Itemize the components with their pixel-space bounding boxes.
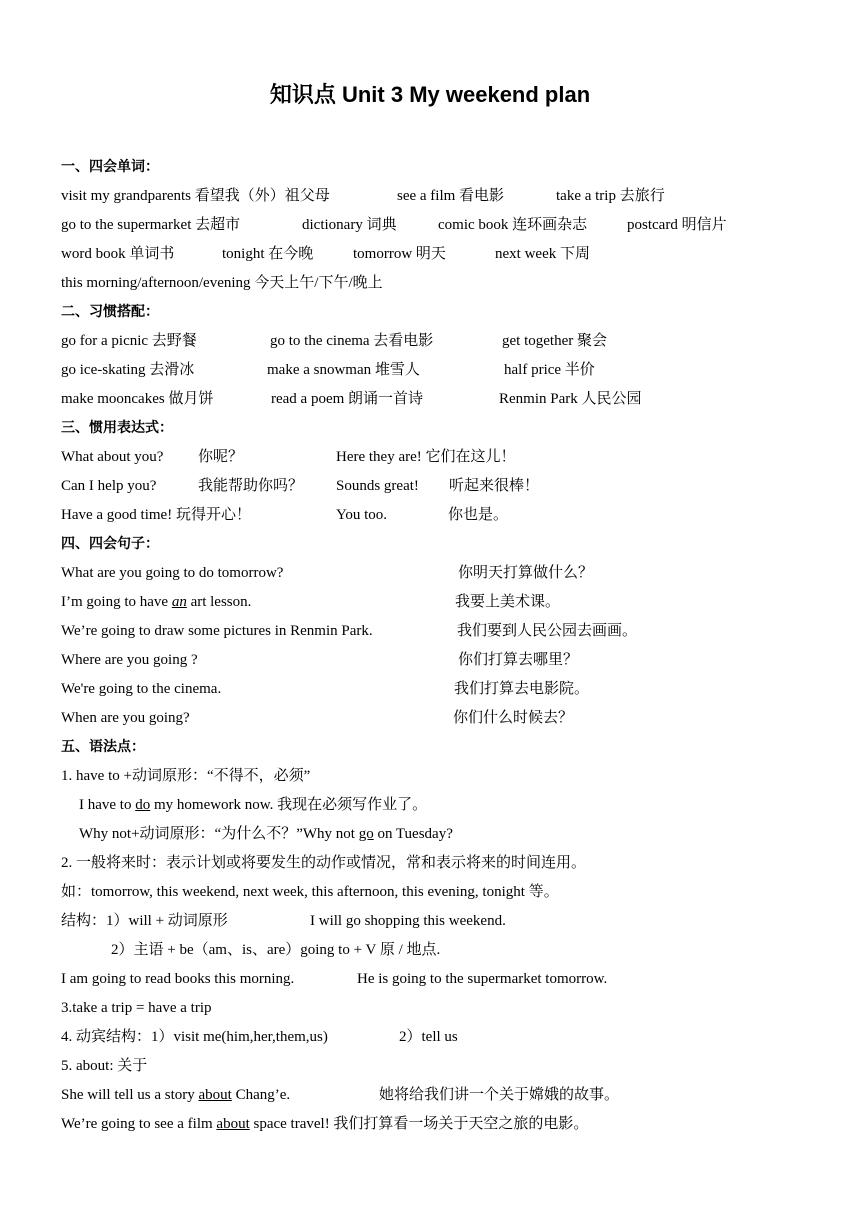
phrase-item: go ice-skating 去滑冰 <box>61 362 195 378</box>
phrase-item: half price 半价 <box>504 362 595 378</box>
expression-row <box>61 472 841 501</box>
phrase-item: make a snowman 堆雪人 <box>267 362 420 378</box>
expression-row <box>61 501 841 530</box>
underlined-word: about <box>198 1087 232 1103</box>
sentence-en: I’m going to have an art lesson. <box>61 594 252 610</box>
expression-item: Here they are! 它们在这儿！ <box>336 449 516 465</box>
sentence-zh: 我要上美术课。 <box>455 594 561 610</box>
grammar-point: 3.take a trip = have a trip <box>61 1000 212 1016</box>
document-body <box>61 153 841 1139</box>
sentence-row <box>61 646 841 675</box>
phrase-item: make mooncakes 做月饼 <box>61 391 214 407</box>
vocab-item: see a film 看电影 <box>397 188 505 204</box>
underlined-word: do <box>135 797 151 813</box>
sentence-row <box>61 559 841 588</box>
sentence-zh: 你们打算去哪里？ <box>458 652 579 668</box>
expression-item: Have a good time! 玩得开心！ <box>61 507 251 523</box>
grammar-example: I am going to read books this morning. He is going to the supermarket tomorrow. <box>61 971 608 987</box>
underlined-word: about <box>216 1116 250 1132</box>
expression-item: 听起来很棒！ <box>449 478 540 494</box>
sentence-zh: 我们打算去电影院。 <box>454 681 590 697</box>
grammar-example: Why not+动词原形：“为什么不？”Why not go on Tuesday? <box>79 826 453 842</box>
section-heading-grammar: 五、语法点： <box>61 739 145 755</box>
vocab-item: dictionary 词典 <box>302 217 397 233</box>
grammar-example: I have to do my homework now. 我现在必须写作业了。 <box>79 797 428 813</box>
grammar-example: 如：tomorrow, this weekend, next week, this afternoon, this evening, tonight 等。 <box>61 884 559 900</box>
grammar-point: 2. 一般将来时：表示计划或将要发生的动作或情况，常和表示将来的时间连用。 <box>61 855 587 871</box>
phrase-item: go for a picnic 去野餐 <box>61 333 197 349</box>
vocab-item: comic book 连环画杂志 <box>438 217 588 233</box>
sentence-row <box>61 675 841 704</box>
expression-item: 我能帮助你吗？ <box>198 478 304 494</box>
sentence-en: We're going to the cinema. <box>61 681 222 697</box>
sentence-row <box>61 588 841 617</box>
vocab-row: this morning/afternoon/evening 今天上午/下午/晚上 <box>61 275 383 291</box>
grammar-example: We’re going to see a film about space travel! 我们打算看一场关于天空之旅的电影。 <box>61 1116 589 1132</box>
sentence-en: Where are you going ? <box>61 652 198 668</box>
vocab-item: tonight 在今晚 <box>222 246 314 262</box>
section-heading-expressions: 三、惯用表达式： <box>61 420 173 436</box>
vocab-row <box>61 211 841 240</box>
vocab-item: tomorrow 明天 <box>353 246 446 262</box>
expression-row <box>61 443 841 472</box>
phrase-item: get together 聚会 <box>502 333 607 349</box>
underlined-word: go <box>358 826 374 842</box>
page-title: 知识点 Unit 3 My weekend plan <box>269 82 591 107</box>
vocab-item: visit my grandparents 看望我（外）祖父母 <box>61 188 330 204</box>
phrase-row <box>61 356 841 385</box>
grammar-point: 5. about: 关于 <box>61 1058 148 1074</box>
grammar-point: 1. have to +动词原形：“不得不，必须” <box>61 768 311 784</box>
sentence-en: When are you going? <box>61 710 190 726</box>
sentence-zh: 我们要到人民公园去画画。 <box>457 623 638 639</box>
expression-item: 你呢？ <box>198 449 244 465</box>
phrase-item: read a poem 朗诵一首诗 <box>271 391 424 407</box>
grammar-structure: 结构：1）will + 动词原形 I will go shopping this weekend. <box>61 913 506 929</box>
grammar-example: She will tell us a story about Chang’e. 她将给我们讲一个关于嫦娥的故事。 <box>61 1087 620 1103</box>
vocab-item: next week 下周 <box>495 246 590 262</box>
expression-item: What about you? <box>61 449 164 465</box>
grammar-point: 4. 动宾结构：1）visit me(him,her,them,us) 2）tell us <box>61 1029 458 1045</box>
vocab-row <box>61 182 841 211</box>
grammar-structure: 2）主语 + be（am、is、are）going to + V 原 / 地点. <box>111 942 441 958</box>
phrase-row <box>61 385 841 414</box>
vocab-item: go to the supermarket 去超市 <box>61 217 241 233</box>
sentence-zh: 你明天打算做什么？ <box>458 565 594 581</box>
section-heading-sentences: 四、四会句子： <box>61 536 159 552</box>
sentence-row <box>61 617 841 646</box>
expression-item: You too. <box>336 507 387 523</box>
vocab-row <box>61 240 841 269</box>
expression-item: 你也是。 <box>448 507 509 523</box>
phrase-row <box>61 327 841 356</box>
sentence-en: What are you going to do tomorrow? <box>61 565 284 581</box>
section-heading-words: 一、四会单词： <box>61 159 159 175</box>
sentence-row <box>61 704 841 733</box>
expression-item: Can I help you? <box>61 478 157 494</box>
vocab-item: word book 单词书 <box>61 246 175 262</box>
phrase-item: Renmin Park 人民公园 <box>499 391 642 407</box>
expression-item: Sounds great! <box>336 478 419 494</box>
sentence-zh: 你们什么时候去？ <box>453 710 574 726</box>
phrase-item: go to the cinema 去看电影 <box>270 333 434 349</box>
vocab-item: postcard 明信片 <box>627 217 727 233</box>
vocab-item: take a trip 去旅行 <box>556 188 665 204</box>
section-heading-phrases: 二、习惯搭配： <box>61 304 159 320</box>
underlined-word: an <box>171 594 187 610</box>
sentence-en: We’re going to draw some pictures in Renmin Park. <box>61 623 373 639</box>
